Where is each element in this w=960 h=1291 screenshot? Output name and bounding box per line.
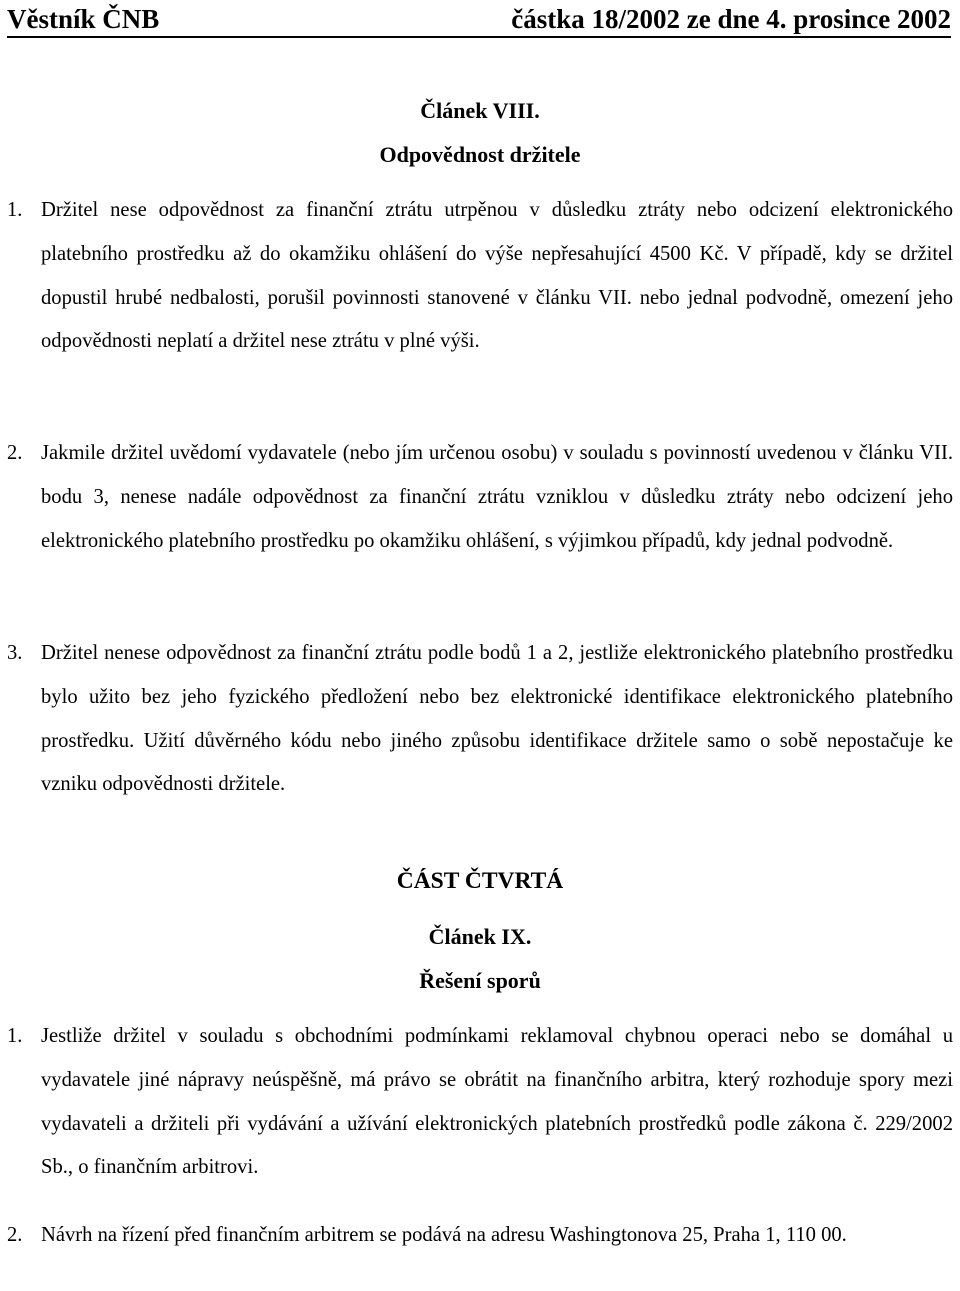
paragraph-text: Držitel nese odpovědnost za finanční ztrátu utrpěnou v důsledku ztráty nebo odcizení elektronického platebního prostředku až do okamžiku ohlášení do výše nepřesahující 4500 Kč. V případě, kdy se držitel dopustil hrubé nedbalosti, porušil povinnosti stanovené v článku VII. nebo jednal podvodně, omezení jeho odpovědnosti neplatí a držitel nese ztrátu v plné výši.: [41, 199, 953, 353]
paragraph-text: Návrh na řízení před finančním arbitrem se podává na adresu Washingtonova 25, Praha 1, 110 00.: [41, 1224, 847, 1246]
article-viii-title: Článek VIII.: [420, 98, 540, 123]
paragraph-number: 1.: [7, 199, 23, 221]
article-ix-paragraph-1: [7, 1015, 953, 1190]
paragraph-number: 2.: [7, 442, 23, 464]
paragraph-text: Držitel nenese odpovědnost za finanční ztrátu podle bodů 1 a 2, jestliže elektronického platebního prostředku bylo užito bez jeho fyzického předložení nebo bez elektronické identifikace elektronického platebního prostředku. Užití důvěrného kódu nebo jiného způsobu identifikace držitele samo o sobě nepostačuje ke vzniku odpovědnosti držitele.: [41, 642, 953, 796]
article-viii-paragraph-1: [7, 189, 953, 364]
paragraph-text: Jakmile držitel uvědomí vydavatele (nebo jím určenou osobu) v souladu s povinností uvedenou v článku VII. bodu 3, nenese nadále odpovědnost za finanční ztrátu vzniklou v důsledku ztráty nebo odcizení jeho elektronického platebního prostředku po okamžiku ohlášení, s výjimkou případů, kdy jednal podvodně.: [41, 442, 953, 552]
article-viii-paragraph-3: [7, 632, 953, 807]
article-ix-title: Článek IX.: [428, 924, 532, 949]
article-viii-paragraph-2: [7, 432, 953, 563]
article-viii-subtitle: Odpovědnost držitele: [379, 142, 581, 167]
article-ix-subtitle: Řešení sporů: [419, 968, 541, 993]
issue-info: částka 18/2002 ze dne 4. prosince 2002: [511, 4, 951, 34]
article-ix-paragraph-2: [7, 1214, 953, 1258]
part-four-title: ČÁST ČTVRTÁ: [396, 868, 564, 894]
paragraph-number: 1.: [7, 1025, 23, 1047]
journal-name: Věstník ČNB: [7, 4, 160, 34]
paragraph-number: 2.: [7, 1224, 23, 1246]
paragraph-text: Jestliže držitel v souladu s obchodními podmínkami reklamoval chybnou operaci nebo se domáhal u vydavatele jiné nápravy neúspěšně, má právo se obrátit na finančního arbitra, který rozhoduje spory mezi vydavateli a držiteli při vydávání a užívání elektronických platebních prostředků podle zákona č. 229/2002 Sb., o finančním arbitrovi.: [41, 1025, 953, 1179]
paragraph-number: 3.: [7, 642, 23, 664]
page-header: [7, 2, 951, 38]
